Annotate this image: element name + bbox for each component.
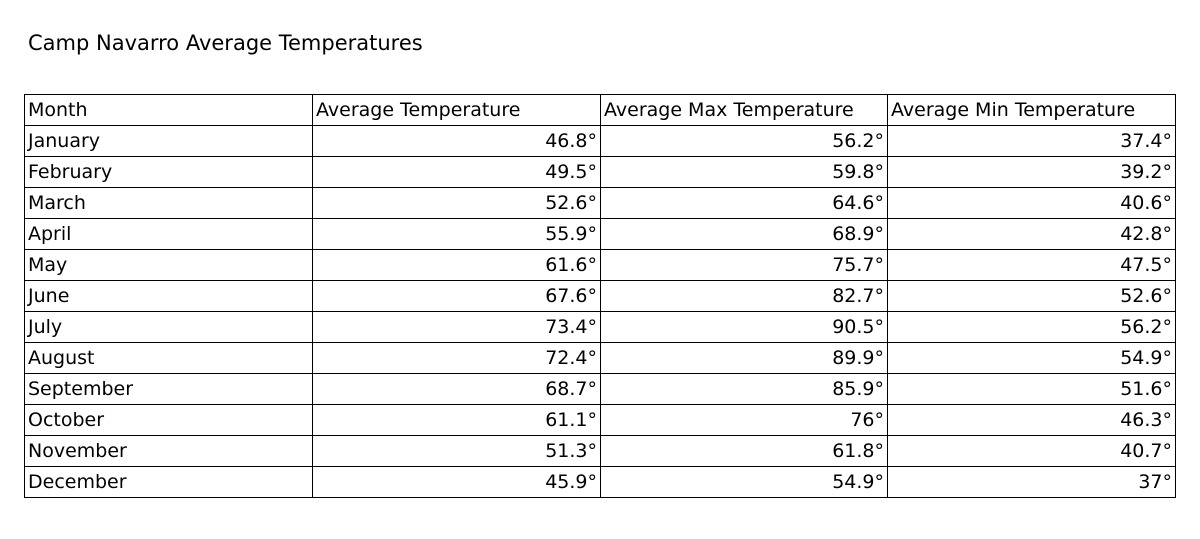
average-min-temperature-cell: 46.3° [888,405,1176,436]
average-temperature-cell: 46.8° [313,126,601,157]
table-row [25,405,1176,436]
month-cell: January [25,126,313,157]
month-cell: December [25,467,313,498]
average-temperature-cell: 61.6° [313,250,601,281]
table-row [25,126,1176,157]
average-temperature-cell: 45.9° [313,467,601,498]
average-min-temperature-cell: 40.6° [888,188,1176,219]
month-cell: March [25,188,313,219]
month-cell: September [25,374,313,405]
average-max-temperature-cell: 90.5° [601,312,888,343]
table-row [25,188,1176,219]
average-min-temperature-cell: 51.6° [888,374,1176,405]
month-cell: November [25,436,313,467]
average-temperature-cell: 73.4° [313,312,601,343]
average-min-temperature-cell: 37° [888,467,1176,498]
header-month: Month [25,95,313,126]
average-min-temperature-cell: 47.5° [888,250,1176,281]
header-average-max-temperature: Average Max Temperature [601,95,888,126]
table-row [25,250,1176,281]
average-max-temperature-cell: 59.8° [601,157,888,188]
month-cell: May [25,250,313,281]
table-row [25,157,1176,188]
average-temperature-cell: 61.1° [313,405,601,436]
average-min-temperature-cell: 40.7° [888,436,1176,467]
table-body [25,126,1176,498]
table-row [25,343,1176,374]
table-row [25,467,1176,498]
average-temperature-cell: 72.4° [313,343,601,374]
table-row [25,312,1176,343]
average-max-temperature-cell: 64.6° [601,188,888,219]
average-min-temperature-cell: 52.6° [888,281,1176,312]
average-max-temperature-cell: 85.9° [601,374,888,405]
average-temperature-cell: 51.3° [313,436,601,467]
average-min-temperature-cell: 56.2° [888,312,1176,343]
table-header-row [25,95,1176,126]
average-temperature-cell: 49.5° [313,157,601,188]
average-min-temperature-cell: 37.4° [888,126,1176,157]
average-max-temperature-cell: 89.9° [601,343,888,374]
average-max-temperature-cell: 76° [601,405,888,436]
average-max-temperature-cell: 56.2° [601,126,888,157]
page-title: Camp Navarro Average Temperatures [28,31,423,55]
header-average-temperature: Average Temperature [313,95,601,126]
average-max-temperature-cell: 54.9° [601,467,888,498]
average-temperature-cell: 67.6° [313,281,601,312]
average-temperature-cell: 52.6° [313,188,601,219]
header-average-min-temperature: Average Min Temperature [888,95,1176,126]
month-cell: April [25,219,313,250]
month-cell: June [25,281,313,312]
table-row [25,436,1176,467]
temperature-table [24,94,1176,498]
average-temperature-cell: 55.9° [313,219,601,250]
month-cell: February [25,157,313,188]
average-max-temperature-cell: 82.7° [601,281,888,312]
average-min-temperature-cell: 54.9° [888,343,1176,374]
month-cell: October [25,405,313,436]
average-max-temperature-cell: 68.9° [601,219,888,250]
month-cell: August [25,343,313,374]
average-min-temperature-cell: 39.2° [888,157,1176,188]
average-max-temperature-cell: 61.8° [601,436,888,467]
table-row [25,374,1176,405]
month-cell: July [25,312,313,343]
table-row [25,219,1176,250]
table-row [25,281,1176,312]
average-min-temperature-cell: 42.8° [888,219,1176,250]
average-max-temperature-cell: 75.7° [601,250,888,281]
average-temperature-cell: 68.7° [313,374,601,405]
